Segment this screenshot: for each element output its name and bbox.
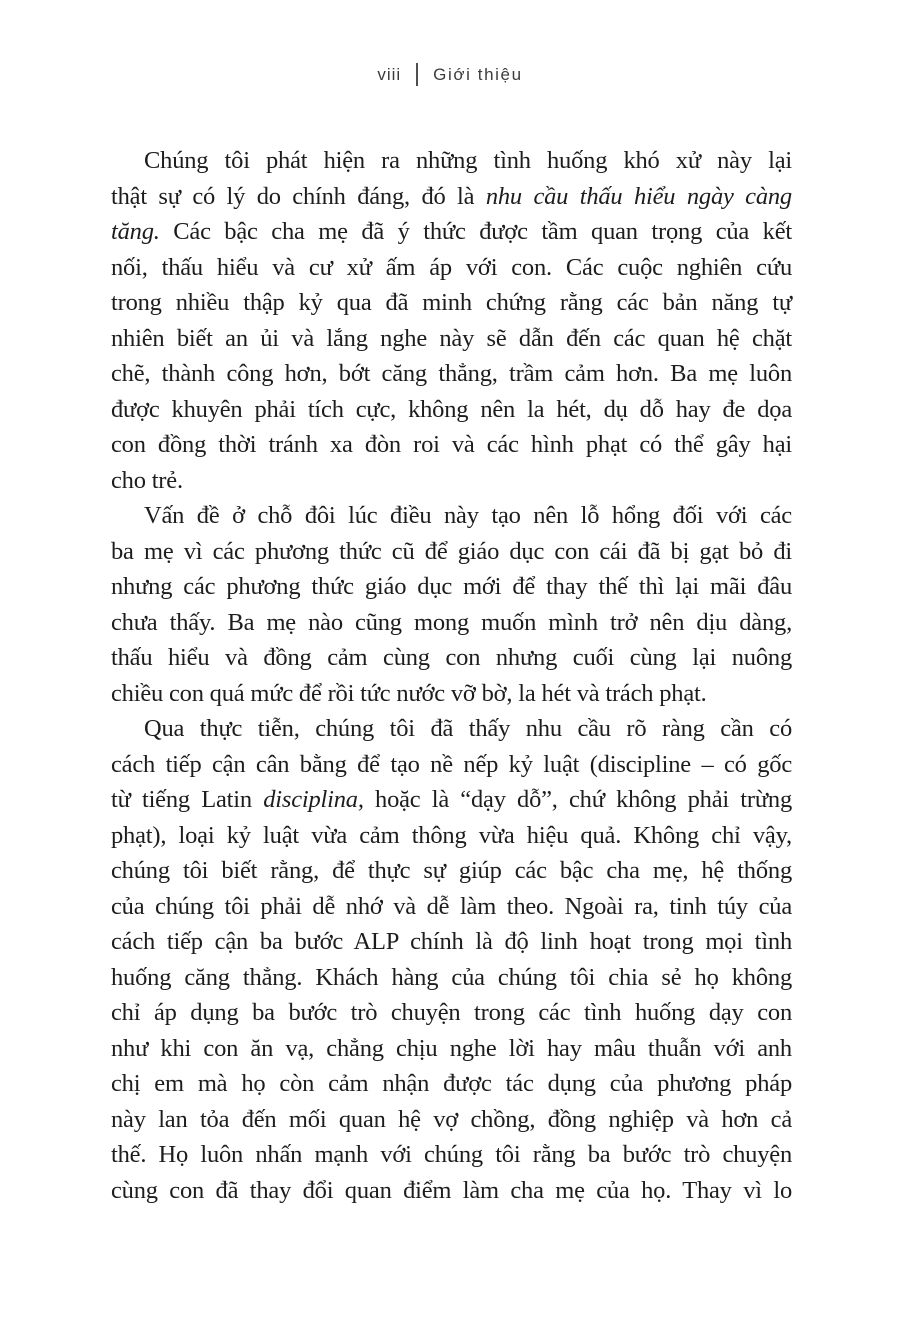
text-line <box>111 250 792 286</box>
body-text <box>111 143 792 1208</box>
text-line <box>111 640 792 676</box>
text-run: cách tiếp cận ba bước ALP chính là độ linh hoạt trong mọi tình <box>111 928 792 955</box>
text-line <box>111 1031 792 1067</box>
text-run: con đồng thời tránh xa đòn roi và các hình phạt có thể gây hại <box>111 431 792 458</box>
text-run: hoặc là “dạy dỗ”, chứ không phải trừng <box>363 786 792 813</box>
text-line <box>111 747 792 783</box>
italic-text-run: nhu cầu thấu hiểu ngày càng <box>485 182 792 210</box>
text-line <box>111 1102 792 1138</box>
text-line <box>111 924 792 960</box>
text-run: huống căng thẳng. Khách hàng của chúng tôi chia sẻ họ không <box>111 963 792 991</box>
header-divider <box>416 63 418 86</box>
text-run: Chúng tôi phát hiện ra những tình huống khó xử này lại <box>144 147 792 174</box>
text-line <box>111 1066 792 1102</box>
text-run: nhưng các phương thức giáo dục mới để thay thế thì lại mãi đâu <box>111 573 792 600</box>
text-run: chiều con quá mức để rồi tức nước vỡ bờ, la hét và trách phạt. <box>111 679 707 707</box>
text-line <box>111 782 792 818</box>
text-line <box>111 356 792 392</box>
text-run: chỉ áp dụng ba bước trò chuyện trong các tình huống dạy con <box>111 999 792 1026</box>
text-line <box>111 711 792 747</box>
text-line <box>111 179 792 215</box>
text-line <box>111 818 792 854</box>
section-title: Giới thiệu <box>433 64 523 84</box>
text-line <box>111 1137 792 1173</box>
text-line <box>111 214 792 250</box>
text-run: Qua thực tiễn, chúng tôi đã thấy nhu cầu rõ ràng cần có <box>144 715 792 742</box>
italic-text-run: disciplina, <box>263 786 364 813</box>
text-line <box>111 569 792 605</box>
text-line <box>111 853 792 889</box>
text-run: này lan tỏa đến mối quan hệ vợ chồng, đồng nghiệp và hơn cả <box>111 1105 792 1133</box>
text-run: nhiên biết an ủi và lắng nghe này sẽ dẫn đến các quan hệ chặt <box>111 324 792 352</box>
text-line <box>111 1173 792 1209</box>
text-line <box>111 392 792 428</box>
text-line <box>111 605 792 641</box>
paragraph <box>111 143 792 498</box>
text-run: trong nhiều thập kỷ qua đã minh chứng rằng các bản năng tự <box>111 289 792 316</box>
text-run: nối, thấu hiểu và cư xử ấm áp với con. Các cuộc nghiên cứu <box>111 253 792 281</box>
text-run: được khuyên phải tích cực, không nên la hét, dụ dỗ hay đe dọa <box>111 395 792 423</box>
text-run: cách tiếp cận cân bằng để tạo nề nếp kỷ luật (discipline – có gốc <box>111 750 792 778</box>
text-run: cho trẻ. <box>111 466 183 494</box>
text-line <box>111 995 792 1031</box>
text-line <box>111 889 792 925</box>
text-run: từ tiếng Latin <box>111 786 264 813</box>
text-line <box>111 534 792 570</box>
text-line <box>111 676 792 712</box>
text-line <box>111 285 792 321</box>
text-run: thật sự có lý do chính đáng, đó là <box>111 182 486 210</box>
text-run: cùng con đã thay đổi quan điểm làm cha mẹ của họ. Thay vì lo <box>111 1176 792 1204</box>
text-run: của chúng tôi phải dễ nhớ và dễ làm theo. Ngoài ra, tinh túy của <box>111 892 792 920</box>
text-run: Vấn đề ở chỗ đôi lúc điều này tạo nên lỗ hổng đối với các <box>144 502 792 529</box>
paragraph <box>111 711 792 1208</box>
text-run: chúng tôi biết rằng, để thực sự giúp các bậc cha mẹ, hệ thống <box>111 857 792 884</box>
page-number: viii <box>377 64 402 84</box>
text-run: phạt), loại kỷ luật vừa cảm thông vừa hiệu quả. Không chỉ vậy, <box>111 821 792 849</box>
text-line <box>111 498 792 534</box>
text-run: như khi con ăn vạ, chẳng chịu nghe lời hay mâu thuẫn với anh <box>111 1034 792 1062</box>
text-line <box>111 427 792 463</box>
page-header <box>0 63 900 86</box>
text-run: ba mẹ vì các phương thức cũ để giáo dục con cái đã bị gạt bỏ đi <box>111 537 792 565</box>
text-run: thế. Họ luôn nhấn mạnh với chúng tôi rằng ba bước trò chuyện <box>111 1141 792 1168</box>
paragraph <box>111 498 792 711</box>
text-run: chẽ, thành công hơn, bớt căng thẳng, trầm cảm hơn. Ba mẹ luôn <box>111 360 792 387</box>
text-line <box>111 463 792 499</box>
text-run: chị em mà họ còn cảm nhận được tác dụng của phương pháp <box>111 1070 792 1097</box>
text-run: thấu hiểu và đồng cảm cùng con nhưng cuối cùng lại nuông <box>111 644 792 671</box>
text-run: Các bậc cha mẹ đã ý thức được tầm quan trọng của kết <box>159 218 792 245</box>
text-line <box>111 143 792 179</box>
italic-text-run: tăng. <box>111 218 160 245</box>
text-line <box>111 321 792 357</box>
text-line <box>111 960 792 996</box>
text-run: chưa thấy. Ba mẹ nào cũng mong muốn mình trở nên dịu dàng, <box>111 608 792 636</box>
